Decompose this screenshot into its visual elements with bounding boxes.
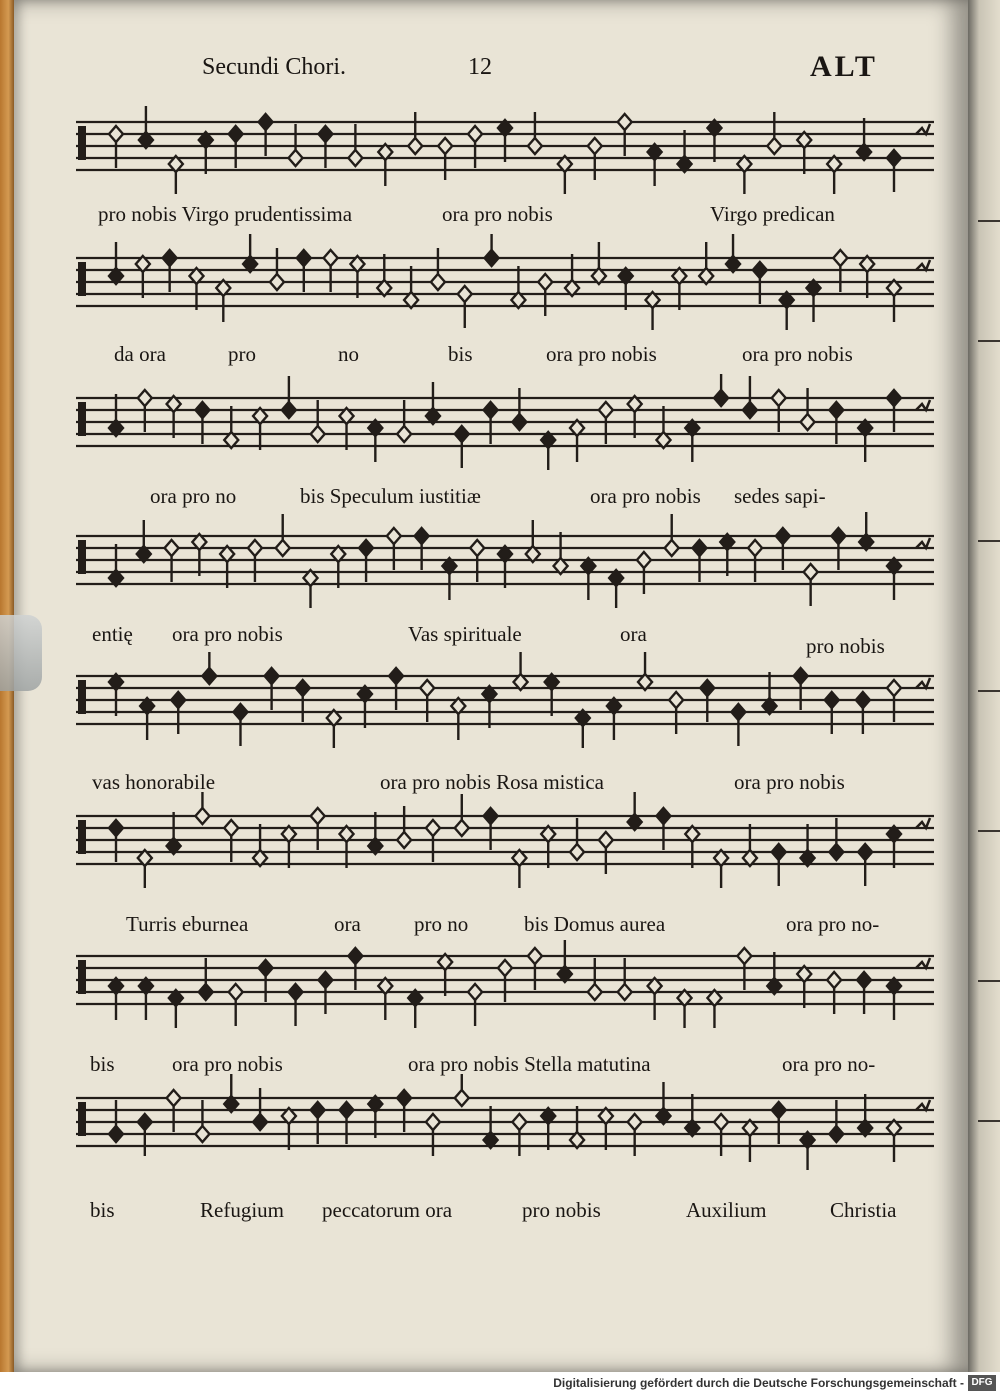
staff-2	[62, 232, 942, 332]
score-page	[14, 0, 970, 1372]
staff-4	[62, 510, 942, 610]
lyric-6-4: bis Domus aurea	[524, 912, 666, 936]
running-title: Secundi Chori.	[202, 54, 346, 80]
lyric-6-5: ora pro no-	[786, 912, 880, 936]
lyric-2-1: da ora	[114, 342, 166, 366]
lyric-1-1: pro nobis Virgo prudentissima	[98, 202, 353, 226]
facing-page-edge	[968, 0, 1000, 1372]
lyric-5-3: ora pro nobis	[734, 770, 845, 794]
lyric-7-1: bis	[90, 1052, 115, 1076]
lyric-2-3: no	[338, 342, 359, 366]
lyric-8-6: Christia	[830, 1198, 897, 1222]
lyric-3-1: ora pro no	[150, 484, 237, 508]
lyric-8-5: Auxilium	[686, 1198, 767, 1222]
page-number: 12	[468, 54, 492, 80]
digitization-footer	[0, 1372, 1000, 1396]
lyric-3-3: ora pro nobis	[590, 484, 701, 508]
lyric-4-1: entię	[92, 622, 133, 646]
lyric-7-3: ora pro nobis Stella matutina	[408, 1052, 651, 1076]
staff-1	[62, 96, 942, 196]
lyric-2-4: bis	[448, 342, 473, 366]
lyric-4-3: Vas spirituale	[408, 622, 522, 646]
lyric-6-1: Turris eburnea	[126, 912, 249, 936]
lyric-8-4: pro nobis	[522, 1198, 601, 1222]
voice-part-label: ALT	[810, 50, 878, 83]
lyric-2-2: pro	[228, 342, 256, 366]
page-header	[14, 50, 970, 90]
lyric-7-2: ora pro nobis	[172, 1052, 283, 1076]
lyric-4-4: ora	[620, 622, 647, 646]
lyric-3-2: bis Speculum iustitiæ	[300, 484, 481, 508]
book-edge	[0, 0, 14, 1396]
lyric-4-2: ora pro nobis	[172, 622, 283, 646]
staff-7	[62, 930, 942, 1030]
lyric-6-3: pro no	[414, 912, 469, 936]
lyric-8-2: Refugium	[200, 1198, 284, 1222]
lyric-3-4: sedes sapi-	[734, 484, 826, 508]
lyric-2-5: ora pro nobis	[546, 342, 657, 366]
lyric-7-4: ora pro no-	[782, 1052, 876, 1076]
page-clip	[0, 615, 42, 691]
funding-credit: Digitalisierung gefördert durch die Deutsche Forschungsgemeinschaft -	[553, 1376, 964, 1390]
staff-5	[62, 650, 942, 750]
dfg-logo: DFG	[968, 1375, 996, 1391]
lyric-4-5: pro nobis	[806, 634, 885, 658]
staff-8	[62, 1072, 942, 1172]
lyric-6-2: ora	[334, 912, 361, 936]
lyric-1-2: ora pro nobis	[442, 202, 553, 226]
lyric-1-3: Virgo predican	[710, 202, 835, 226]
staff-6	[62, 790, 942, 890]
lyric-2-6: ora pro nobis	[742, 342, 853, 366]
lyric-5-1: vas honorabile	[92, 770, 216, 794]
lyric-8-3: peccatorum ora	[322, 1198, 453, 1222]
lyric-5-2: ora pro nobis Rosa mistica	[380, 770, 604, 794]
lyric-8-1: bis	[90, 1198, 115, 1222]
staff-3	[62, 372, 942, 472]
